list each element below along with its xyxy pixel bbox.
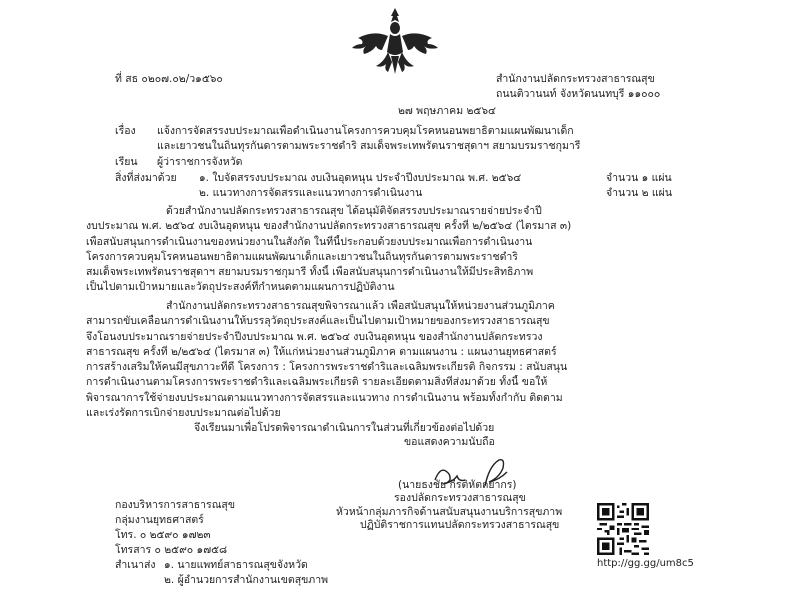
paragraph-1-line: เป็นไปตามเป้าหมายและวัตถุประสงค์ที่กำหนดตามแผนการปฏิบัติงาน [86, 281, 395, 294]
body-paragraph-2 [86, 299, 678, 421]
paragraph-1-line: ด้วยสำนักงานปลัดกระทรวงสาธารณสุข ได้อนุมัติจัดสรรงบประมาณรายจ่ายประจำปี [166, 205, 542, 217]
garuda-emblem-icon [350, 6, 440, 78]
enclosure-item-2: ๒. แนวทางการจัดสรรและแนวทางการดำเนินงาน [199, 187, 423, 199]
paragraph-1-line: งบประมาณ พ.ศ. ๒๕๖๔ งบเงินอุดหนุน ของสำนักงานปลัดกระทรวงสาธารณสุข ครั้งที่ ๒/๒๕๖๔ (ไตรมาส ๓) [86, 220, 572, 233]
paragraph-2-line: การสร้างเสริมให้คนมีสุขภาวะที่ดี โครงการ : โครงการพระราชดำริและเฉลิมพระเกียรติ กิจกรรม : สนับสนุน [86, 361, 568, 374]
signatory-name: (นายธงชัย กีรติหัตถยากร) [398, 479, 517, 491]
footer-fax: โทรสาร ๐ ๒๕๙๐ ๑๗๕๘ [115, 544, 228, 556]
enclosure-item-1: ๑. ใบจัดสรรงบประมาณ งบเงินอุดหนุน ประจำปีงบประมาณ พ.ศ. ๒๕๖๔ [199, 172, 522, 184]
organization-name: สำนักงานปลัดกระทรวงสาธารณสุข [496, 73, 655, 85]
signature-salutation: ขอแสดงความนับถือ [404, 436, 495, 448]
closing-sentence: จึงเรียนมาเพื่อโปรดพิจารณาดำเนินการในส่วนที่เกี่ยวข้องต่อไปด้วย [194, 422, 495, 434]
paragraph-1-line: โครงการควบคุมโรคหนอนพยาธิตามแผนพัฒนาเด็กและเยาวชนในถิ่นทุรกันดารตามพระราชดำริ [86, 250, 518, 263]
paragraph-2-line: สามารถขับเคลื่อนการดำเนินงานให้บรรลุวัตถุประสงค์และเป็นไปตามเป้าหมายของกระทรวงสาธารณสุข [86, 315, 550, 328]
recipient-value: ผู้ว่าราชการจังหวัด [157, 156, 243, 168]
paragraph-2-line: และเร่งรัดการเบิกจ่ายงบประมาณต่อไปด้วย [86, 407, 281, 420]
subject-line-1: แจ้งการจัดสรรงบประมาณเพื่อดำเนินงานโครงการควบคุมโรคหนอนพยาธิตามแผนพัฒนาเด็ก [157, 125, 574, 137]
document-number: ที่ สธ ๐๒๐๗.๐๒/ว๑๕๖๐ [115, 73, 223, 85]
document-date: ๒๗ พฤษภาคม ๒๕๖๔ [398, 105, 496, 117]
enclosures-label: สิ่งที่ส่งมาด้วย [115, 172, 177, 184]
footer-group: กลุ่มงานยุทธศาสตร์ [115, 514, 204, 526]
footer-copy-item-1: ๑. นายแพทย์สาธารณสุขจังหวัด [164, 559, 308, 571]
paragraph-2-line: สาธารณสุข ครั้งที่ ๒/๒๕๖๔ (ไตรมาส ๓) ให้แก่หน่วยงานส่วนภูมิภาค ตามแผนงาน : แผนงานยุทธศาสตร์ [86, 345, 557, 358]
paragraph-1-line: เพื่อสนับสนุนการดำเนินงานของหน่วยงานในสังกัด ในที่นี้ประกอบด้วยงบประมาณเพื่อการดำเนินงาน [86, 235, 533, 248]
body-paragraph-1 [86, 204, 678, 296]
paragraph-2-line: การดำเนินงานตามโครงการพระราชดำริและเฉลิมพระเกียรติ รายละเอียดตามสิ่งที่ส่งมาด้วย ทั้งนี้ ขอให้ [86, 376, 548, 389]
qr-code-icon [597, 503, 649, 555]
enclosure-item-2-qty: จำนวน ๒ แผ่น [606, 187, 672, 199]
enclosure-item-1-qty: จำนวน ๑ แผ่น [606, 172, 672, 184]
footer-division: กองบริหารการสาธารณสุข [115, 499, 236, 511]
footer-copy-label: สำเนาส่ง [115, 559, 156, 571]
recipient-label: เรียน [115, 156, 138, 168]
subject-line-2: และเยาวชนในถิ่นทุรกันดารตามพระราชดำริ สมเด็จพระเทพรัตนราชสุดาฯ สยามบรมราชกุมารี [157, 140, 581, 152]
organization-address: ถนนติวานนท์ จังหวัดนนทบุรี ๑๑๐๐๐ [496, 88, 661, 100]
signatory-acting-line-2: ปฏิบัติราชการแทนปลัดกระทรวงสาธารณสุข [360, 519, 560, 531]
paragraph-2-line: จึงโอนงบประมาณรายจ่ายประจำปีงบประมาณ พ.ศ. ๒๕๖๔ งบเงินอุดหนุน ของสำนักงานปลัดกระทรวง [86, 330, 543, 343]
footer-phone: โทร. ๐ ๒๕๙๐ ๑๗๒๓ [115, 529, 211, 541]
signatory-position: รองปลัดกระทรวงสาธารณสุข [394, 492, 526, 504]
footer-copy-item-2: ๒. ผู้อำนวยการสำนักงานเขตสุขภาพ [164, 574, 329, 586]
paragraph-2-line: สำนักงานปลัดกระทรวงสาธารณสุขพิจารณาแล้ว เพื่อสนับสนุนให้หน่วยงานส่วนภูมิภาค [166, 300, 555, 312]
qr-link[interactable]: http://gg.gg/um8c5 [597, 558, 694, 569]
paragraph-1-line: สมเด็จพระเทพรัตนราชสุดาฯ สยามบรมราชกุมารี ทั้งนี้ เพื่อสนับสนุนการดำเนินงานให้มีประสิทธิภาพ [86, 266, 534, 279]
signatory-acting-line-1: หัวหน้ากลุ่มภารกิจด้านสนับสนุนงานบริการสุขภาพ [336, 506, 563, 518]
subject-label: เรื่อง [115, 125, 136, 137]
paragraph-2-line: พิจารณาการใช้จ่ายงบประมาณตามแนวทางการจัดสรรและแนวทาง การดำเนินงาน พร้อมทั้งกำกับ ติดตาม [86, 391, 563, 404]
